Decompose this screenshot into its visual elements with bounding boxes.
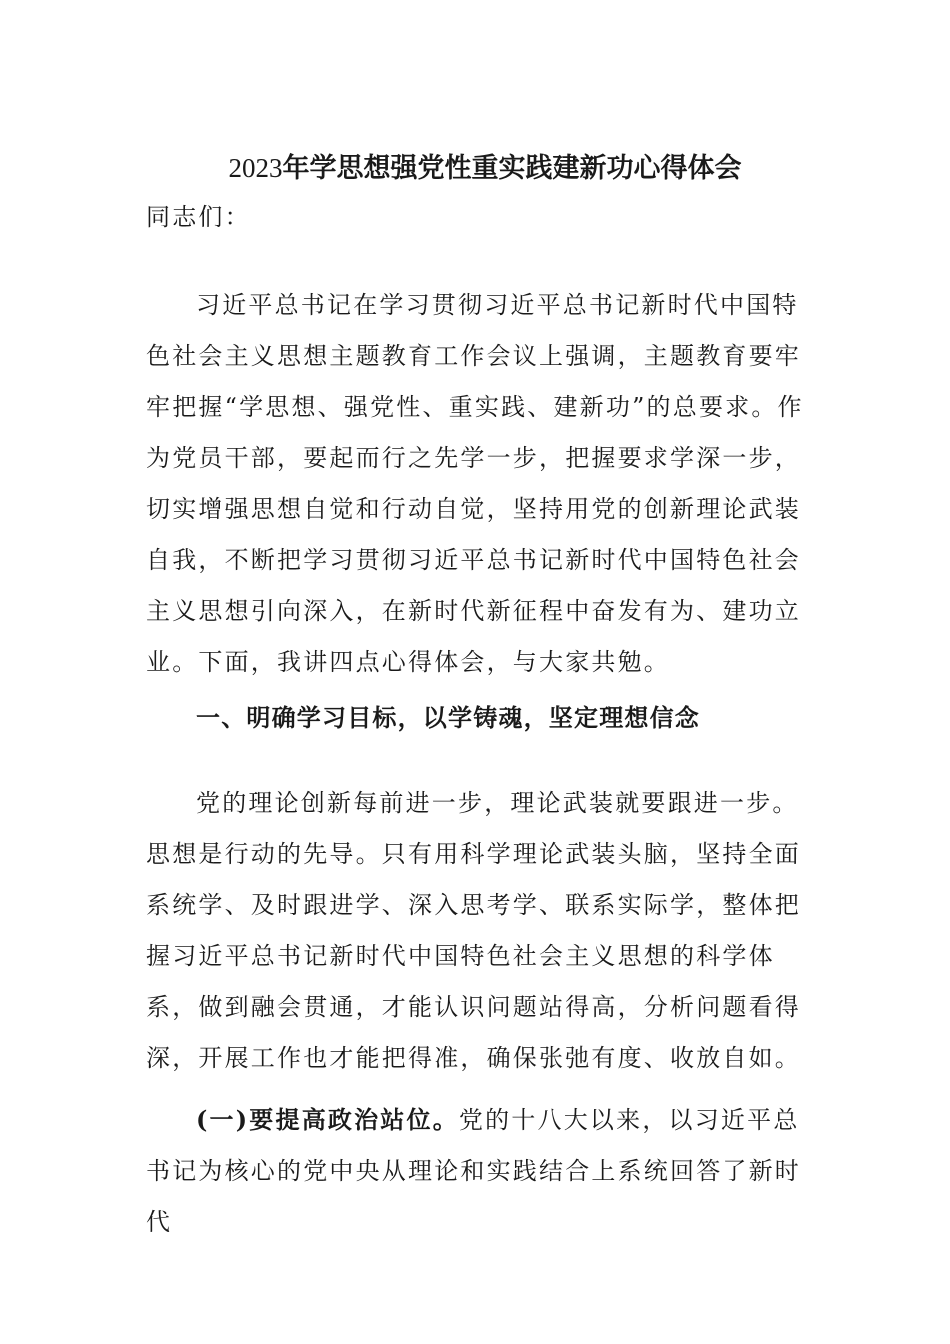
salutation: 同志们： [146, 203, 251, 231]
paragraph-subsection-1 [146, 1094, 806, 1248]
document-title [0, 148, 950, 189]
subsection-lead: (一)要提高政治站位。 [196, 1105, 459, 1134]
paragraph-intro: 习近平总书记在学习贯彻习近平总书记新时代中国特色社会主义思想主题教育工作会议上强调，主题教育要牢牢把握“学思想、强党性、重实践、建新功”的总要求。作为党员干部，要起而行之先学一步，把握要求学深一步，切实增强思想自觉和行动自觉，坚持用党的创新理论武装自我，不断把学习贯彻习近平总书记新时代中国特色社会主义思想引向深入，在新时代新征程中奋发有为、建功立业。下面，我讲四点心得体会，与大家共勉。 [146, 291, 804, 676]
paragraph-section-1: 党的理论创新每前进一步，理论武装就要跟进一步。思想是行动的先导。只有用科学理论武装头脑，坚持全面系统学、及时跟进学、深入思考学、联系实际学，整体把握习近平总书记新时代中国特色社会主义思想的科学体系，做到融会贯通，才能认识问题站得高，分析问题看得深，开展工作也才能把得准，确保张弛有度、收放自如。 [146, 789, 801, 1072]
subsection-text: 党的十八大以来，以习近平总书记为核心的党中央从理论和实践结合上系统回答了新时代 [146, 1106, 801, 1236]
title-year: 2023 [228, 153, 283, 184]
title-text: 年学思想强党性重实践建新功心得体会 [282, 153, 742, 185]
section-heading-1: 一、明确学习目标，以学铸魂，坚定理想信念 [196, 704, 700, 732]
